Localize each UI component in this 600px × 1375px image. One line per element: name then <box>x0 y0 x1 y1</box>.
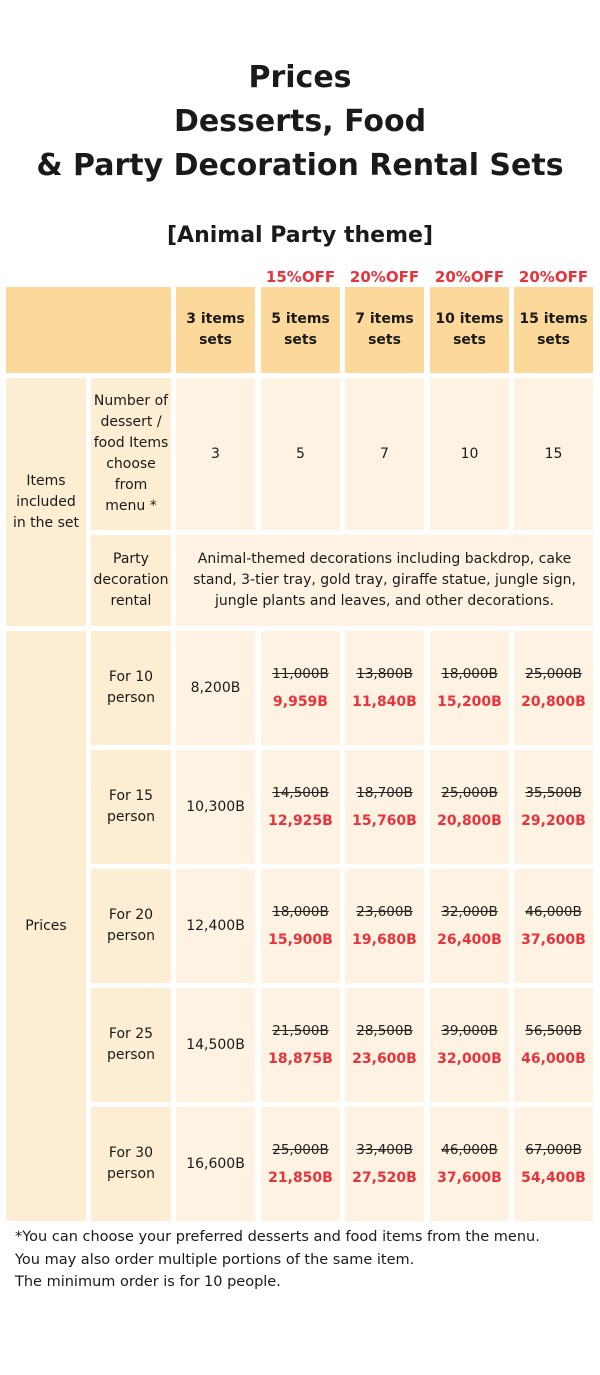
footnote: *You can choose your preferred desserts and food items from the menu. <box>15 1229 540 1245</box>
discounted-price: 18,875B <box>268 1051 333 1067</box>
price-cell <box>514 869 593 983</box>
discounted-price: 27,520B <box>352 1170 417 1186</box>
price-cell <box>261 631 340 745</box>
original-price: 25,000B <box>272 1142 329 1158</box>
original-price: 25,000B <box>441 785 498 801</box>
page-title-line-3: & Party Decoration Rental Sets <box>36 148 564 183</box>
price-cell <box>514 988 593 1102</box>
original-price: 33,400B <box>356 1142 413 1158</box>
column-header: 3 items sets <box>176 287 255 373</box>
discounted-price: 23,600B <box>352 1051 417 1067</box>
price-cell <box>430 631 509 745</box>
header-corner <box>6 287 171 373</box>
column-header: 15 items sets <box>514 287 593 373</box>
base-price-cell: 16,600B <box>176 1107 255 1221</box>
page-title-line-2: Desserts, Food <box>173 104 427 139</box>
items-count-cell: 3 <box>176 378 255 530</box>
items-count-cell: 7 <box>345 378 424 530</box>
discounted-price: 15,200B <box>437 694 502 710</box>
items-count-cell: 5 <box>261 378 340 530</box>
discounted-price: 15,900B <box>268 932 333 948</box>
original-price: 23,600B <box>356 904 413 920</box>
row-label-persons: For 20 person <box>91 869 171 983</box>
discounted-price: 12,925B <box>268 813 333 829</box>
price-cell <box>430 1107 509 1221</box>
price-cell <box>514 1107 593 1221</box>
discounted-price: 9,959B <box>273 694 328 710</box>
footnote: The minimum order is for 10 people. <box>15 1274 281 1290</box>
discount-label: 15%OFF <box>265 268 336 286</box>
price-cell <box>345 869 424 983</box>
base-price-cell: 10,300B <box>176 750 255 864</box>
column-header: 5 items sets <box>261 287 340 373</box>
discounted-price: 19,680B <box>352 932 417 948</box>
price-cell <box>514 631 593 745</box>
row-label-persons: For 15 person <box>91 750 171 864</box>
price-cell <box>514 750 593 864</box>
discounted-price: 46,000B <box>521 1051 586 1067</box>
discounted-price: 32,000B <box>437 1051 502 1067</box>
original-price: 39,000B <box>441 1023 498 1039</box>
row-label-persons: For 25 person <box>91 988 171 1102</box>
price-cell <box>345 631 424 745</box>
footnotes <box>15 1226 595 1294</box>
price-cell <box>430 869 509 983</box>
footnote: You may also order multiple portions of the same item. <box>15 1251 415 1268</box>
discounted-price: 37,600B <box>437 1170 502 1186</box>
original-price: 28,500B <box>356 1023 413 1039</box>
theme-subtitle: [Animal Party theme] <box>167 223 433 248</box>
discounted-price: 37,600B <box>521 932 586 948</box>
discounted-price: 26,400B <box>437 932 502 948</box>
row-group-items-included: Items included in the set <box>6 378 86 626</box>
original-price: 18,000B <box>441 666 498 682</box>
original-price: 18,700B <box>356 785 413 801</box>
row-label-items-count: Number of dessert / food Items choose from menu * <box>91 378 171 530</box>
discounted-price: 29,200B <box>521 813 586 829</box>
discount-label: 20%OFF <box>434 268 505 286</box>
discount-label: 20%OFF <box>518 268 589 286</box>
items-count-cell: 15 <box>514 378 593 530</box>
original-price: 11,000B <box>272 666 329 682</box>
price-cell <box>430 750 509 864</box>
discounted-price: 20,800B <box>521 694 586 710</box>
original-price: 35,500B <box>525 785 582 801</box>
original-price: 46,000B <box>441 1142 498 1158</box>
price-cell <box>261 988 340 1102</box>
discounted-price: 11,840B <box>352 694 417 710</box>
price-cell <box>345 1107 424 1221</box>
discounted-price: 20,800B <box>437 813 502 829</box>
row-label-persons: For 10 person <box>91 631 171 745</box>
base-price-cell: 8,200B <box>176 631 255 745</box>
price-cell <box>261 750 340 864</box>
original-price: 25,000B <box>525 666 582 682</box>
row-label-decoration: Party decoration rental <box>91 535 171 626</box>
price-cell <box>345 988 424 1102</box>
row-group-prices: Prices <box>6 631 86 1221</box>
items-count-cell: 10 <box>430 378 509 530</box>
column-header: 10 items sets <box>430 287 509 373</box>
original-price: 18,000B <box>272 904 329 920</box>
base-price-cell: 12,400B <box>176 869 255 983</box>
row-label-persons: For 30 person <box>91 1107 171 1221</box>
original-price: 32,000B <box>441 904 498 920</box>
price-cell <box>261 1107 340 1221</box>
original-price: 14,500B <box>272 785 329 801</box>
price-cell <box>345 750 424 864</box>
original-price: 56,500B <box>525 1023 582 1039</box>
decoration-description: Animal-themed decorations including backdrop, cake stand, 3-tier tray, gold tray, giraffe statue, jungle sign, jungle plants and leaves, and other decorations. <box>176 535 593 626</box>
original-price: 13,800B <box>356 666 413 682</box>
discounted-price: 15,760B <box>352 813 417 829</box>
original-price: 21,500B <box>272 1023 329 1039</box>
discounted-price: 21,850B <box>268 1170 333 1186</box>
price-cell <box>430 988 509 1102</box>
price-cell <box>261 869 340 983</box>
original-price: 46,000B <box>525 904 582 920</box>
original-price: 67,000B <box>525 1142 582 1158</box>
discounted-price: 54,400B <box>521 1170 586 1186</box>
base-price-cell: 14,500B <box>176 988 255 1102</box>
column-header: 7 items sets <box>345 287 424 373</box>
page-title-line-1: Prices <box>248 60 352 95</box>
discount-label: 20%OFF <box>349 268 420 286</box>
